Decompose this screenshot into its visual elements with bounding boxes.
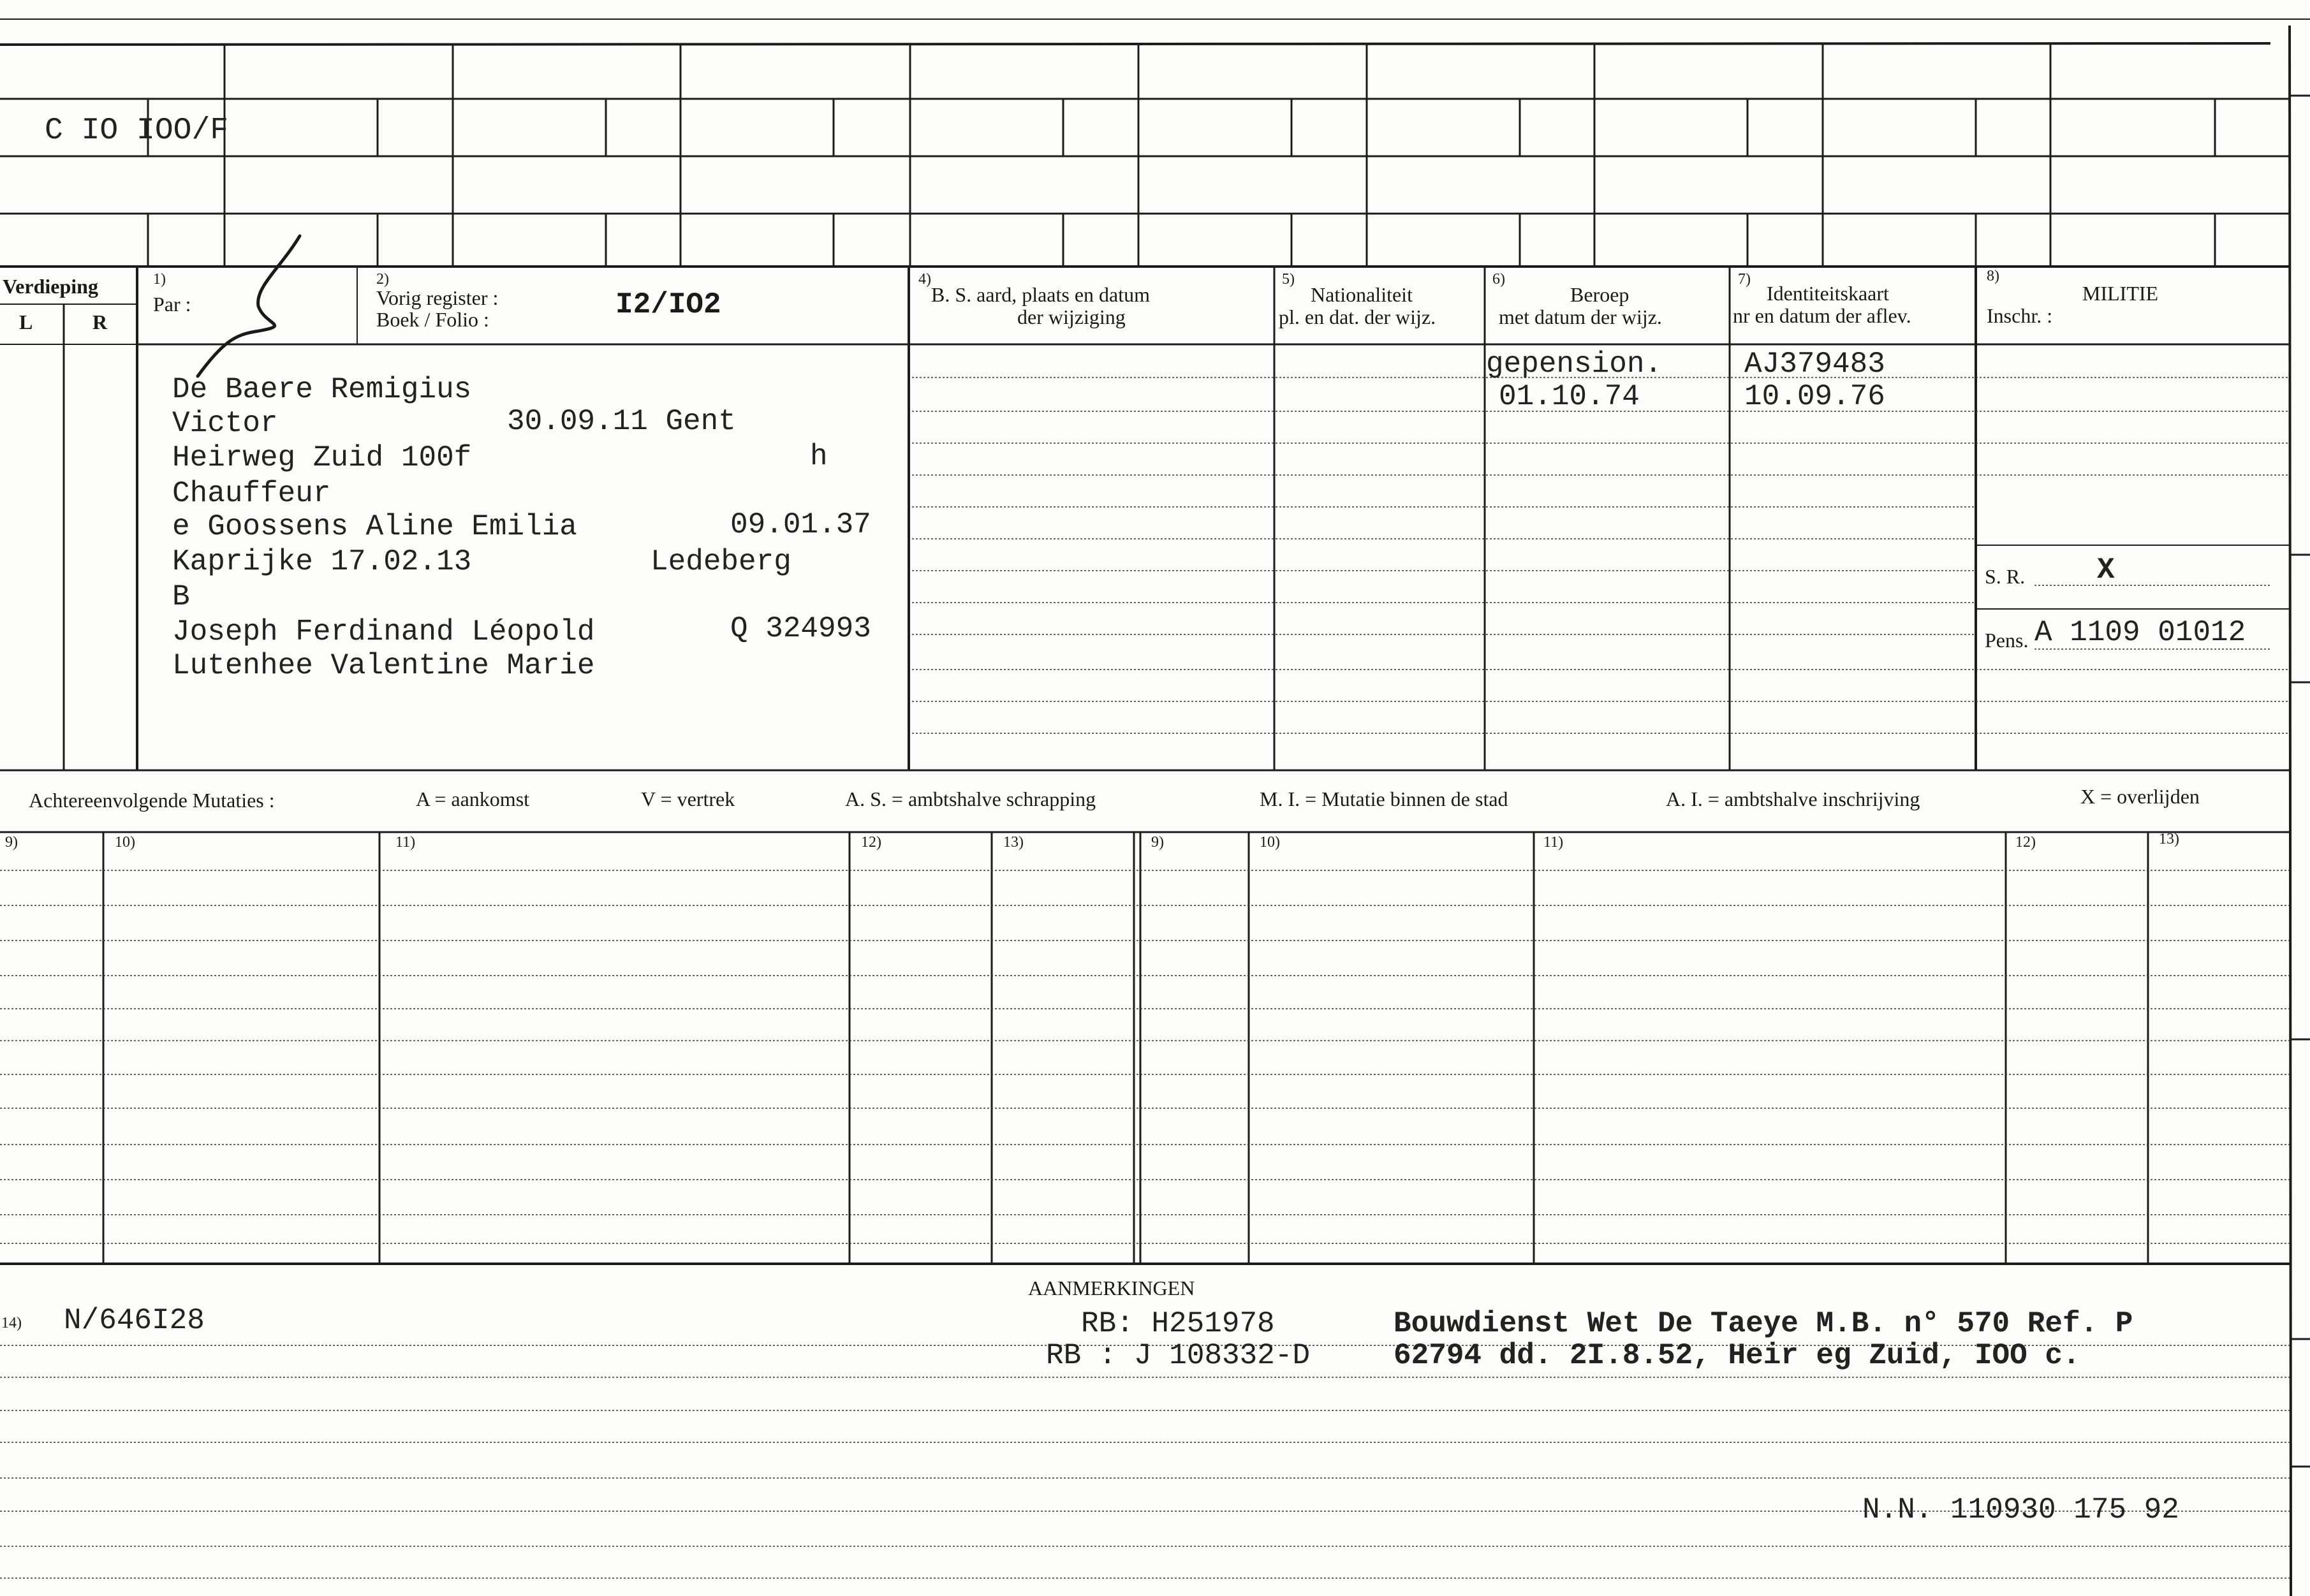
- mutation-col-12b: 12): [2015, 834, 2036, 851]
- header-par: Par :: [153, 293, 191, 316]
- mutation-col-12: 12): [861, 834, 881, 851]
- mutations-title: Achtereenvolgende Mutaties :: [29, 789, 275, 812]
- header-identiteitskaart: Identiteitskaart: [1767, 282, 1889, 305]
- mutation-col-13b: 13): [2159, 831, 2179, 847]
- card-code: C IO IOO/F: [45, 113, 229, 148]
- militie-pens-value: A 1109 01012: [2034, 616, 2246, 649]
- person-reference: Q 324993: [730, 612, 871, 645]
- col4-number: 4): [918, 271, 931, 288]
- header-l: L: [19, 311, 33, 333]
- person-address: Heirweg Zuid 100f: [172, 441, 472, 474]
- header-nationaliteit: Nationaliteit: [1311, 283, 1413, 306]
- person-occupation: Chauffeur: [172, 477, 331, 510]
- col7-number: 7): [1738, 271, 1751, 288]
- mutation-col-9: 9): [5, 834, 18, 851]
- header-bs-line2: der wijziging: [1017, 305, 1126, 328]
- header-beroep-sub: met datum der wijz.: [1499, 305, 1662, 328]
- remarks-note-line1: Bouwdienst Wet De Taeye M.B. n° 570 Ref. P: [1394, 1307, 2133, 1340]
- beroep-value: gepension.: [1486, 348, 1663, 381]
- col1-number: 1): [153, 271, 166, 288]
- header-bs-line1: B. S. aard, plaats en datum: [931, 283, 1151, 306]
- person-second-name: Victor: [172, 407, 278, 440]
- register-value: I2/IO2: [615, 288, 721, 321]
- beroep-date: 01.10.74: [1499, 380, 1640, 413]
- col8-number: 8): [1987, 268, 1999, 284]
- militie-pens-label: Pens.: [1985, 629, 2029, 652]
- person-marker-b: B: [172, 580, 190, 613]
- id-card-date: 10.09.76: [1744, 380, 1885, 413]
- header-nationaliteit-sub: pl. en dat. der wijz.: [1279, 305, 1436, 328]
- mutation-col-11: 11): [395, 834, 416, 851]
- remarks-rb2: RB : J 108332-D: [1046, 1339, 1311, 1372]
- remarks-rb1: RB: H251978: [1081, 1307, 1275, 1340]
- mutation-legend-aankomst: A = aankomst: [416, 787, 530, 810]
- remarks-number: 14): [1, 1315, 22, 1331]
- header-identiteitskaart-sub: nr en datum der aflev.: [1733, 304, 1911, 327]
- col5-number: 5): [1282, 271, 1295, 288]
- mutation-legend-mutatie: M. I. = Mutatie binnen de stad: [1260, 787, 1508, 810]
- header-militie: MILITIE: [2082, 282, 2159, 305]
- header-beroep: Beroep: [1570, 283, 1630, 306]
- person-spouse-birth-date: 09.01.37: [730, 508, 871, 541]
- header-boek-folio: Boek / Folio :: [376, 308, 489, 331]
- remarks-nn-code: N/646I28: [64, 1304, 205, 1337]
- person-name: De Baere Remigius: [172, 373, 472, 406]
- header-r: R: [92, 311, 108, 333]
- person-marriage-place: Ledeberg: [651, 545, 791, 578]
- mutation-col-10b: 10): [1260, 834, 1280, 851]
- person-spouse: e Goossens Aline Emilia: [172, 510, 577, 543]
- pen-stroke-mark: [185, 230, 313, 395]
- remarks-title: AANMERKINGEN: [1028, 1277, 1195, 1299]
- mutation-legend-vertrek: V = vertrek: [641, 787, 735, 810]
- mutation-col-13: 13): [1003, 834, 1024, 851]
- mutation-col-10: 10): [115, 834, 135, 851]
- id-card-number: AJ379483: [1744, 348, 1885, 381]
- person-birth: 30.09.11 Gent: [507, 405, 736, 438]
- header-vorig-register: Vorig register :: [376, 286, 499, 309]
- militie-sr-value: X: [2097, 553, 2115, 587]
- person-mother: Lutenhee Valentine Marie: [172, 649, 595, 682]
- mutation-col-11b: 11): [1543, 834, 1564, 851]
- militie-sr-label: S. R.: [1985, 565, 2026, 588]
- col6-number: 6): [1492, 271, 1505, 288]
- mutation-legend-overlijden: X = overlijden: [2080, 785, 2200, 808]
- person-marriage: Kaprijke 17.02.13: [172, 545, 472, 578]
- header-inschr: Inschr. :: [1987, 304, 2053, 327]
- mutation-col-9b: 9): [1151, 834, 1164, 851]
- header-verdieping: Verdieping: [3, 275, 98, 298]
- mutation-legend-schrapping: A. S. = ambtshalve schrapping: [845, 787, 1096, 810]
- national-number: N.N. 110930 175 92: [1862, 1493, 2179, 1526]
- person-father: Joseph Ferdinand Léopold: [172, 615, 595, 648]
- remarks-note-line2: 62794 dd. 2I.8.52, Heir eg Zuid, IOO c.: [1394, 1339, 2080, 1372]
- person-sex: h: [810, 440, 828, 473]
- col2-number: 2): [376, 271, 389, 288]
- mutation-legend-inschrijving: A. I. = ambtshalve inschrijving: [1666, 787, 1920, 810]
